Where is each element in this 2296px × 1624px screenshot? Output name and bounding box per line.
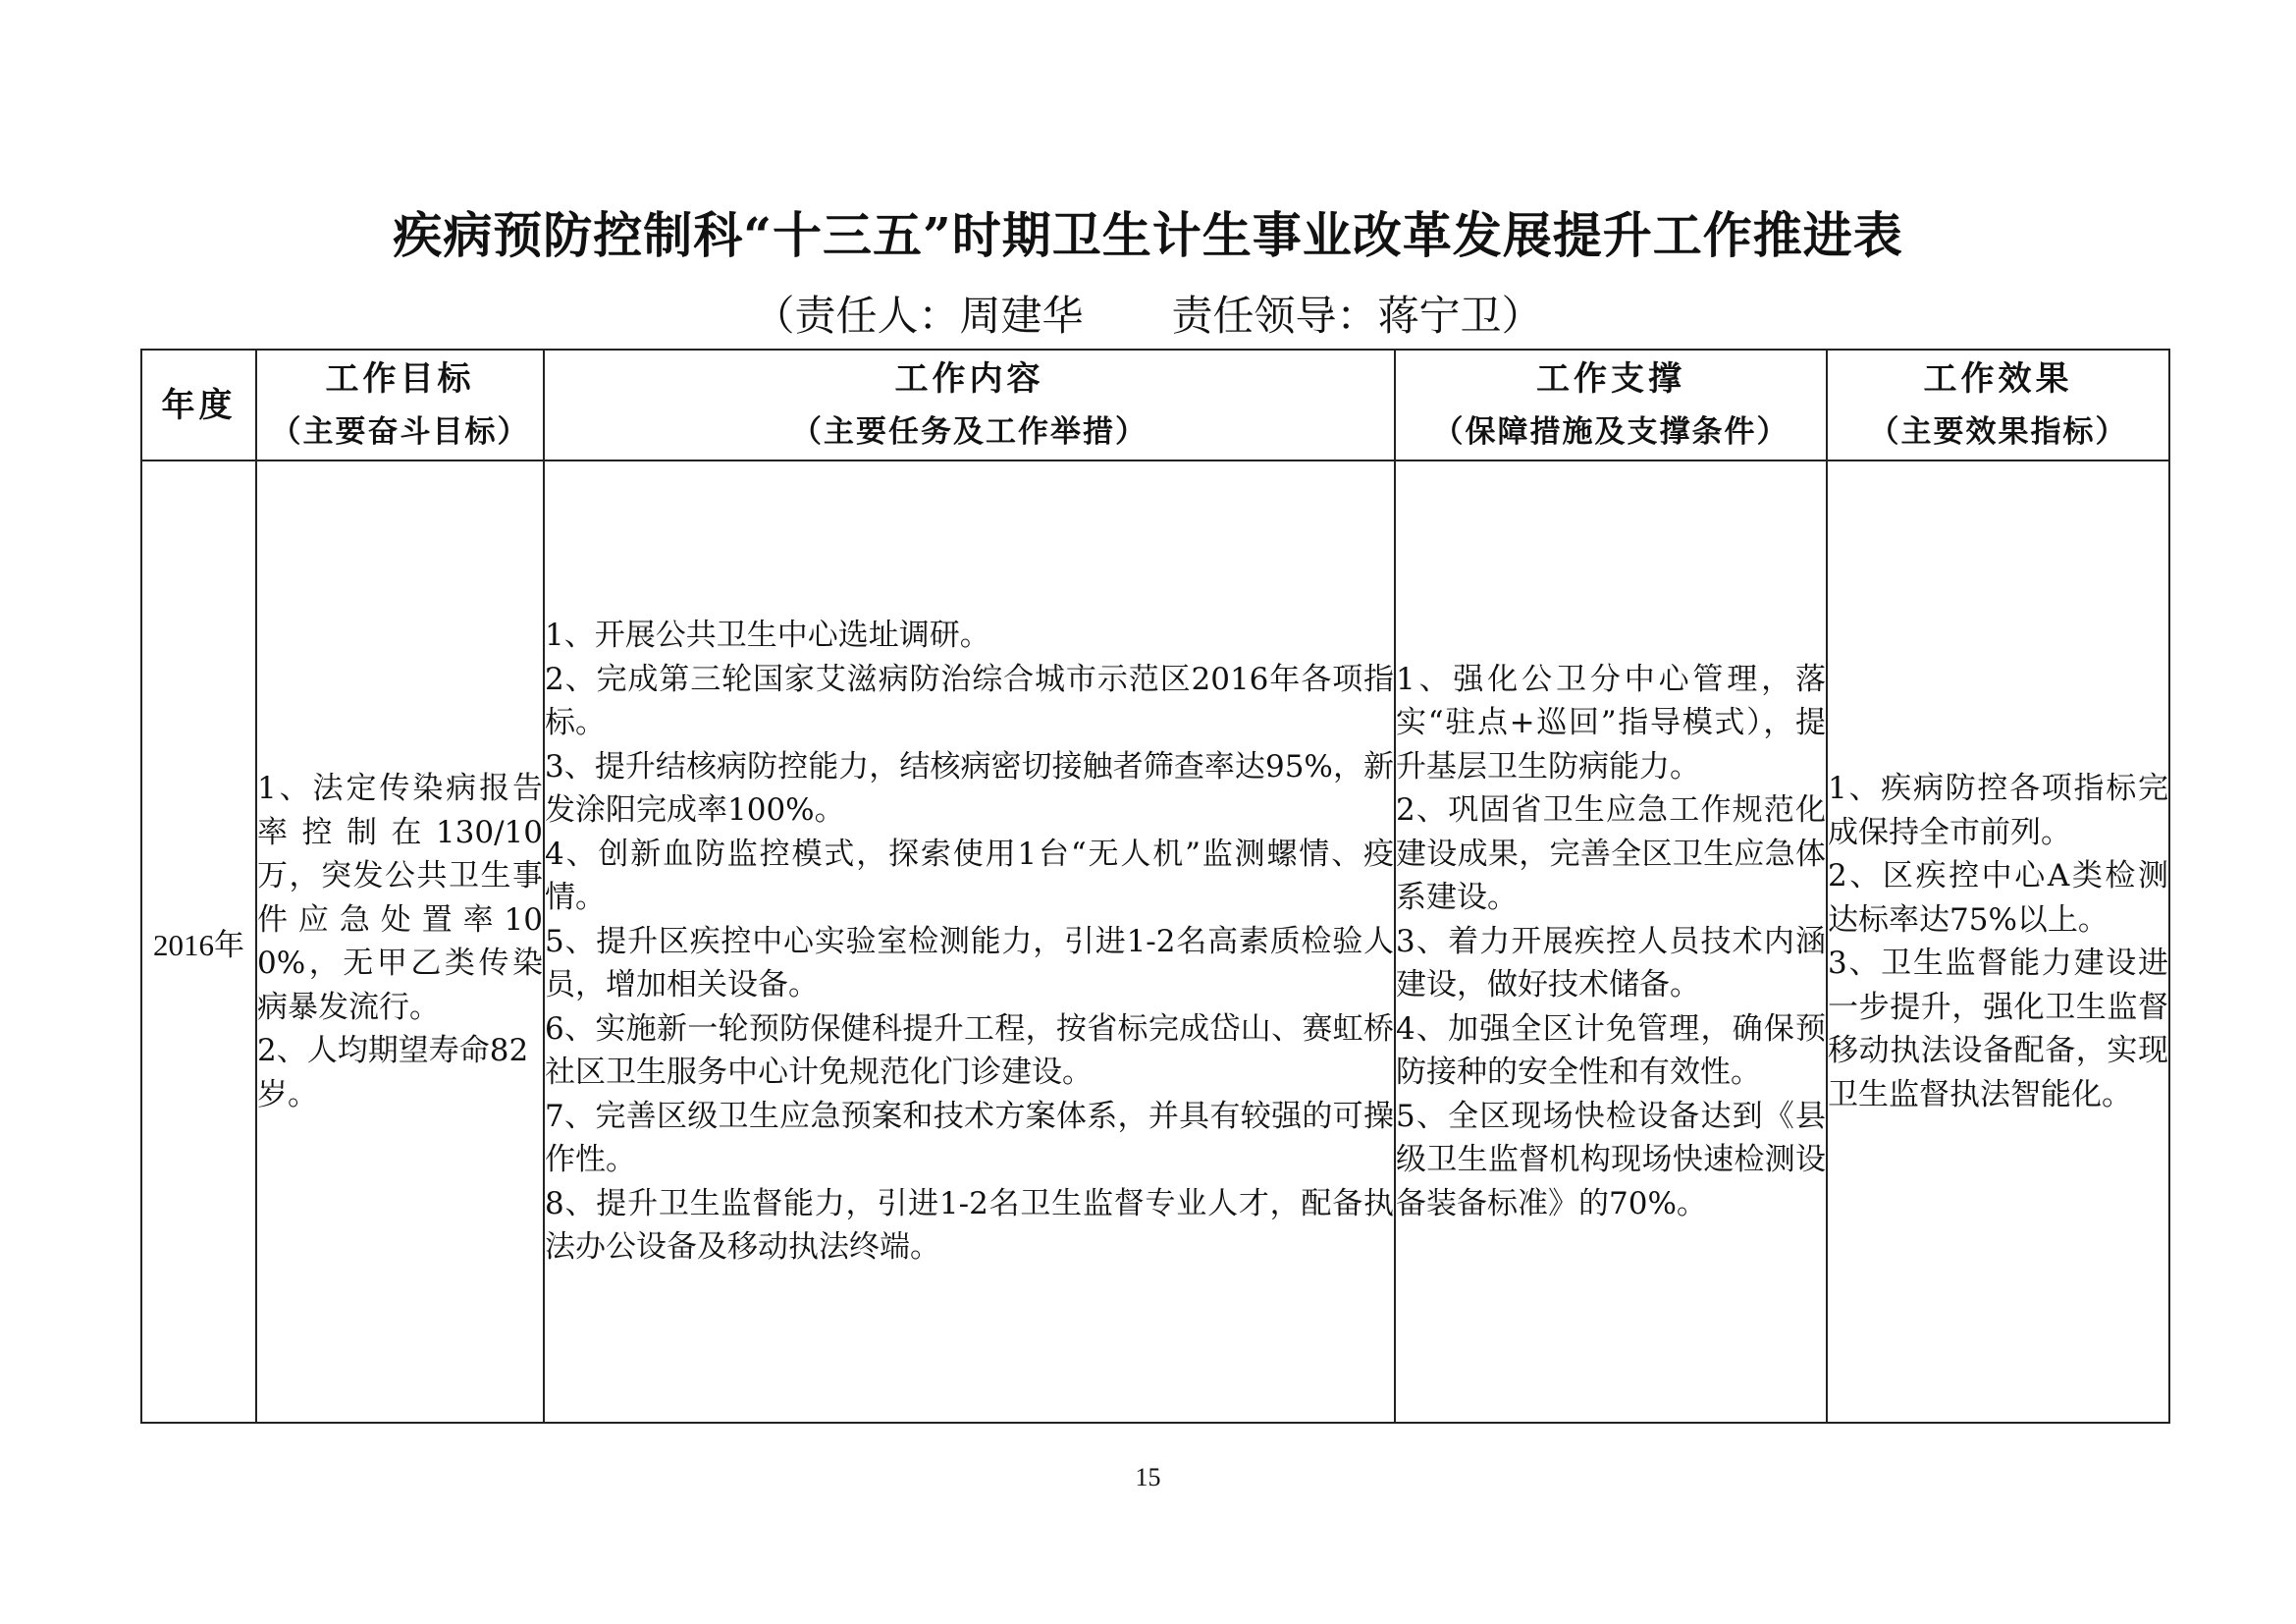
table-row <box>141 460 2169 1423</box>
page-number: 15 <box>1135 1463 1161 1491</box>
content-item: 7、完善区级卫生应急预案和技术方案体系，并具有较强的可操作性。 <box>545 1098 1394 1178</box>
effect-cell <box>1827 460 2169 1423</box>
header-year: 年度 <box>141 350 256 460</box>
support-item: 2、巩固省卫生应急工作规范化建设成果，完善全区卫生应急体系建设。 <box>1396 792 1826 916</box>
support-item: 5、全区现场快检设备达到《县级卫生监督机构现场快速检测设备装备标准》的70%。 <box>1396 1098 1826 1221</box>
document-title: 疾病预防控制科“十三五”时期卫生计生事业改革发展提升工作推进表 <box>393 206 1903 264</box>
content-cell <box>544 460 1395 1423</box>
goal-item: 1、法定传染病报告率控制在130/10万，突发公共卫生事件应急处置率100%，无甲乙类传染病暴发流行。 <box>257 771 543 1025</box>
content-item: 4、创新血防监控模式，探索使用1台“无人机”监测螺情、疫情。 <box>545 836 1394 916</box>
support-item: 3、着力开展疾控人员技术内涵建设，做好技术储备。 <box>1396 923 1826 1003</box>
support-item: 4、加强全区计免管理，确保预防接种的安全性和有效性。 <box>1396 1010 1826 1091</box>
header-goals: 工作目标 （主要奋斗目标） <box>256 350 544 460</box>
effect-item: 1、疾病防控各项指标完成保持全市前列。 <box>1828 771 2168 850</box>
responsibility-line <box>0 287 2296 346</box>
responsible-person: （责任人：周建华 <box>753 292 1084 340</box>
support-cell <box>1395 460 1827 1423</box>
table-header-row <box>141 350 2169 460</box>
content-item: 3、提升结核病防控能力，结核病密切接触者筛查率达95%，新发涂阳完成率100%。 <box>545 748 1394 829</box>
header-content: 工作内容 （主要任务及工作举措） <box>544 350 1395 460</box>
goals-cell <box>256 460 544 1423</box>
work-plan-table <box>140 349 2170 1424</box>
content-item: 6、实施新一轮预防保健科提升工程，按省标完成岱山、赛虹桥社区卫生服务中心计免规范化门诊建设。 <box>545 1010 1394 1091</box>
responsible-leader: 责任领导：蒋宁卫） <box>1171 292 1543 340</box>
content-item: 2、完成第三轮国家艾滋病防治综合城市示范区2016年各项指标。 <box>545 661 1394 741</box>
effect-item: 2、区疾控中心A类检测达标率达75%以上。 <box>1828 858 2168 938</box>
header-support: 工作支撑 （保障措施及支撑条件） <box>1395 350 1827 460</box>
content-item: 8、提升卫生监督能力，引进1-2名卫生监督专业人才，配备执法办公设备及移动执法终端。 <box>545 1185 1394 1266</box>
content-item: 1、开展公共卫生中心选址调研。 <box>545 618 990 654</box>
goal-item: 2、人均期望寿命82 <box>257 1033 529 1068</box>
header-effect: 工作效果 （主要效果指标） <box>1827 350 2169 460</box>
content-item: 5、提升区疾控中心实验室检测能力，引进1-2名高素质检验人员，增加相关设备。 <box>545 923 1394 1003</box>
support-item: 1、强化公卫分中心管理，落实“驻点+巡回”指导模式），提升基层卫生防病能力。 <box>1396 661 1826 785</box>
year-cell: 2016年 <box>141 460 256 1423</box>
goal-item: 岁。 <box>257 1076 318 1112</box>
effect-item: 3、卫生监督能力建设进一步提升，强化卫生监督移动执法设备配备，实现卫生监督执法智能化。 <box>1828 946 2168 1112</box>
